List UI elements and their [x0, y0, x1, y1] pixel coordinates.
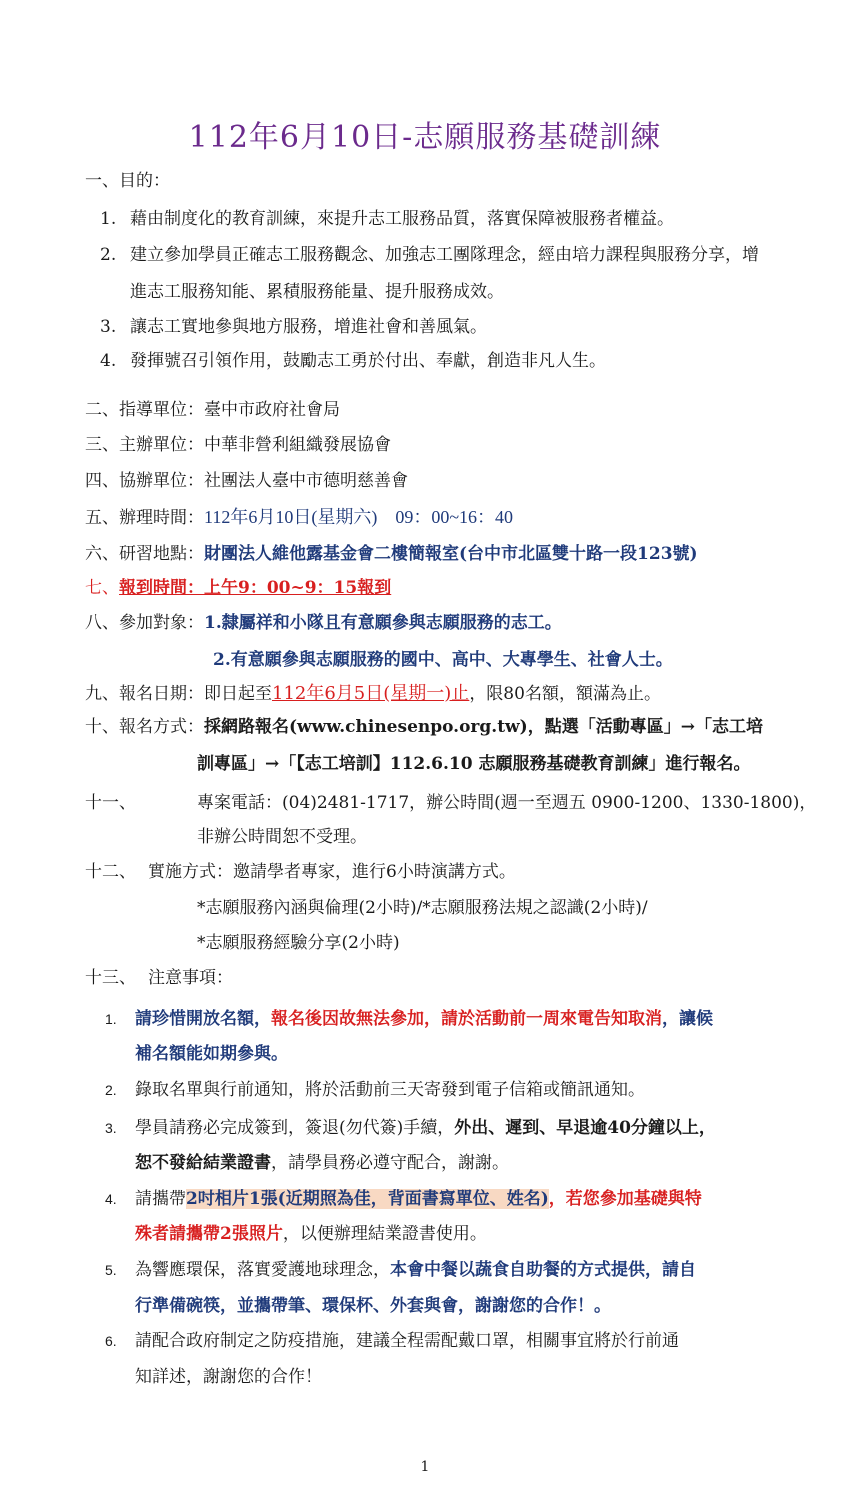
purpose-item-2-cont: 進志工服務知能、累積服務能量、提升服務成效。 — [130, 282, 504, 302]
registration-method-cont: 訓專區」→「【志工培訓】112.6.10 志願服務基礎教育訓練」進行報名。 — [197, 754, 751, 774]
organizer-row: 三、主辦單位：中華非營利組織發展協會 — [85, 435, 391, 455]
contact-phone: 專案電話：(04)2481-1717，辦公時間(週一至週五 0900-1200、1330-1800)， — [197, 793, 817, 813]
registration-method-row: 十、報名方式：採網路報名(www.chinesenpo.org.tw)，點選「活動專區」→「志工培 — [85, 717, 763, 737]
co-organizer-row: 四、協辦單位：社團法人臺中市德明慈善會 — [85, 471, 408, 491]
registration-period-row: 九、報名日期：即日起至112年6月5日(星期一)止，限80名額，額滿為止。 — [85, 683, 661, 704]
notice-item-4: 4. 請攜帶2吋相片1張(近期照為佳，背面書寫單位、姓名)，若您參加基礎與特 — [105, 1189, 702, 1209]
notice-item-5: 5. 為響應環保，落實愛護地球理念，本會中餐以蔬食自助餐的方式提供，請自 — [105, 1260, 696, 1280]
contact-note: 非辦公時間恕不受理。 — [197, 827, 367, 847]
time-row: 五、辦理時間：112年6月10日(星期六) 09：00~16：40 — [85, 507, 514, 528]
purpose-item-4: 4. 發揮號召引領作用，鼓勵志工勇於付出、奉獻，創造非凡人生。 — [100, 351, 606, 371]
page-number: 1 — [420, 1459, 430, 1475]
supervisor-row: 二、指導單位：臺中市政府社會局 — [85, 400, 340, 420]
purpose-item-3: 3. 讓志工實地參與地方服務，增進社會和善風氣。 — [100, 317, 487, 337]
location-row: 六、研習地點：財團法人維他露基金會二樓簡報室(台中市北區雙十路一段123號) — [85, 544, 698, 564]
notice-item-2: 2. 錄取名單與行前通知，將於活動前三天寄發到電子信箱或簡訊通知。 — [105, 1080, 645, 1100]
notice-item-3-cont: 恕不發給結業證書，請學員務必遵守配合，謝謝。 — [135, 1153, 509, 1173]
implementation-method: 實施方式：邀請學者專家，進行6小時演講方式。 — [148, 862, 516, 882]
event-time: 112年6月10日(星期六) 09：00~16：40 — [204, 507, 514, 527]
audience-1: 1.隸屬祥和小隊且有意願參與志願服務的志工。 — [204, 613, 562, 633]
notice-item-1-cont: 補名額能如期參與。 — [135, 1044, 288, 1064]
implementation-label: 十二、 — [85, 862, 136, 882]
event-location: 財團法人維他露基金會二樓簡報室(台中市北區雙十路一段123號) — [204, 544, 698, 564]
notice-heading: 注意事項： — [148, 968, 233, 988]
course-list-1: *志願服務內涵與倫理(2小時)/*志願服務法規之認識(2小時)/ — [197, 898, 648, 918]
notice-item-4-cont: 殊者請攜帶2張照片，以便辦理結業證書使用。 — [135, 1224, 487, 1244]
notice-label: 十三、 — [85, 968, 136, 988]
checkin-row: 七、報到時間：上午9：00~9：15報到 — [85, 578, 392, 598]
notice-item-6: 6. 請配合政府制定之防疫措施，建議全程需配戴口罩，相關事宜將於行前通 — [105, 1331, 679, 1351]
registration-deadline: 112年6月5日(星期一)止 — [272, 683, 470, 704]
audience-2: 2.有意願參與志願服務的國中、高中、大專學生、社會人士。 — [213, 650, 673, 670]
audience-row: 八、參加對象：1.隸屬祥和小隊且有意願參與志願服務的志工。 — [85, 613, 562, 633]
purpose-heading: 一、目的： — [85, 171, 170, 191]
photo-requirement: 2吋相片1張(近期照為佳，背面書寫單位、姓名) — [186, 1189, 549, 1209]
notice-item-1: 1. 請珍惜開放名額，報名後因故無法參加，請於活動前一周來電告知取消，讓候 — [105, 1009, 713, 1029]
course-list-2: *志願服務經驗分享(2小時) — [197, 933, 400, 953]
notice-item-5-cont: 行準備碗筷，並攜帶筆、環保杯、外套與會，謝謝您的合作！。 — [135, 1296, 611, 1316]
notice-item-3: 3. 學員請務必完成簽到，簽退(勿代簽)手續，外出、遲到、早退逾40分鐘以上， — [105, 1118, 716, 1138]
page-title: 112年6月10日-志願服務基礎訓練 — [188, 120, 662, 155]
notice-item-6-cont: 知詳述，謝謝您的合作！ — [135, 1367, 322, 1387]
purpose-item-2: 2. 建立參加學員正確志工服務觀念、加強志工團隊理念，經由培力課程與服務分享，增 — [100, 245, 759, 265]
contact-label: 十一、 — [85, 793, 136, 813]
checkin-time: 報到時間：上午9：00~9：15報到 — [119, 578, 392, 598]
purpose-item-1: 1. 藉由制度化的教育訓練，來提升志工服務品質，落實保障被服務者權益。 — [100, 209, 674, 229]
